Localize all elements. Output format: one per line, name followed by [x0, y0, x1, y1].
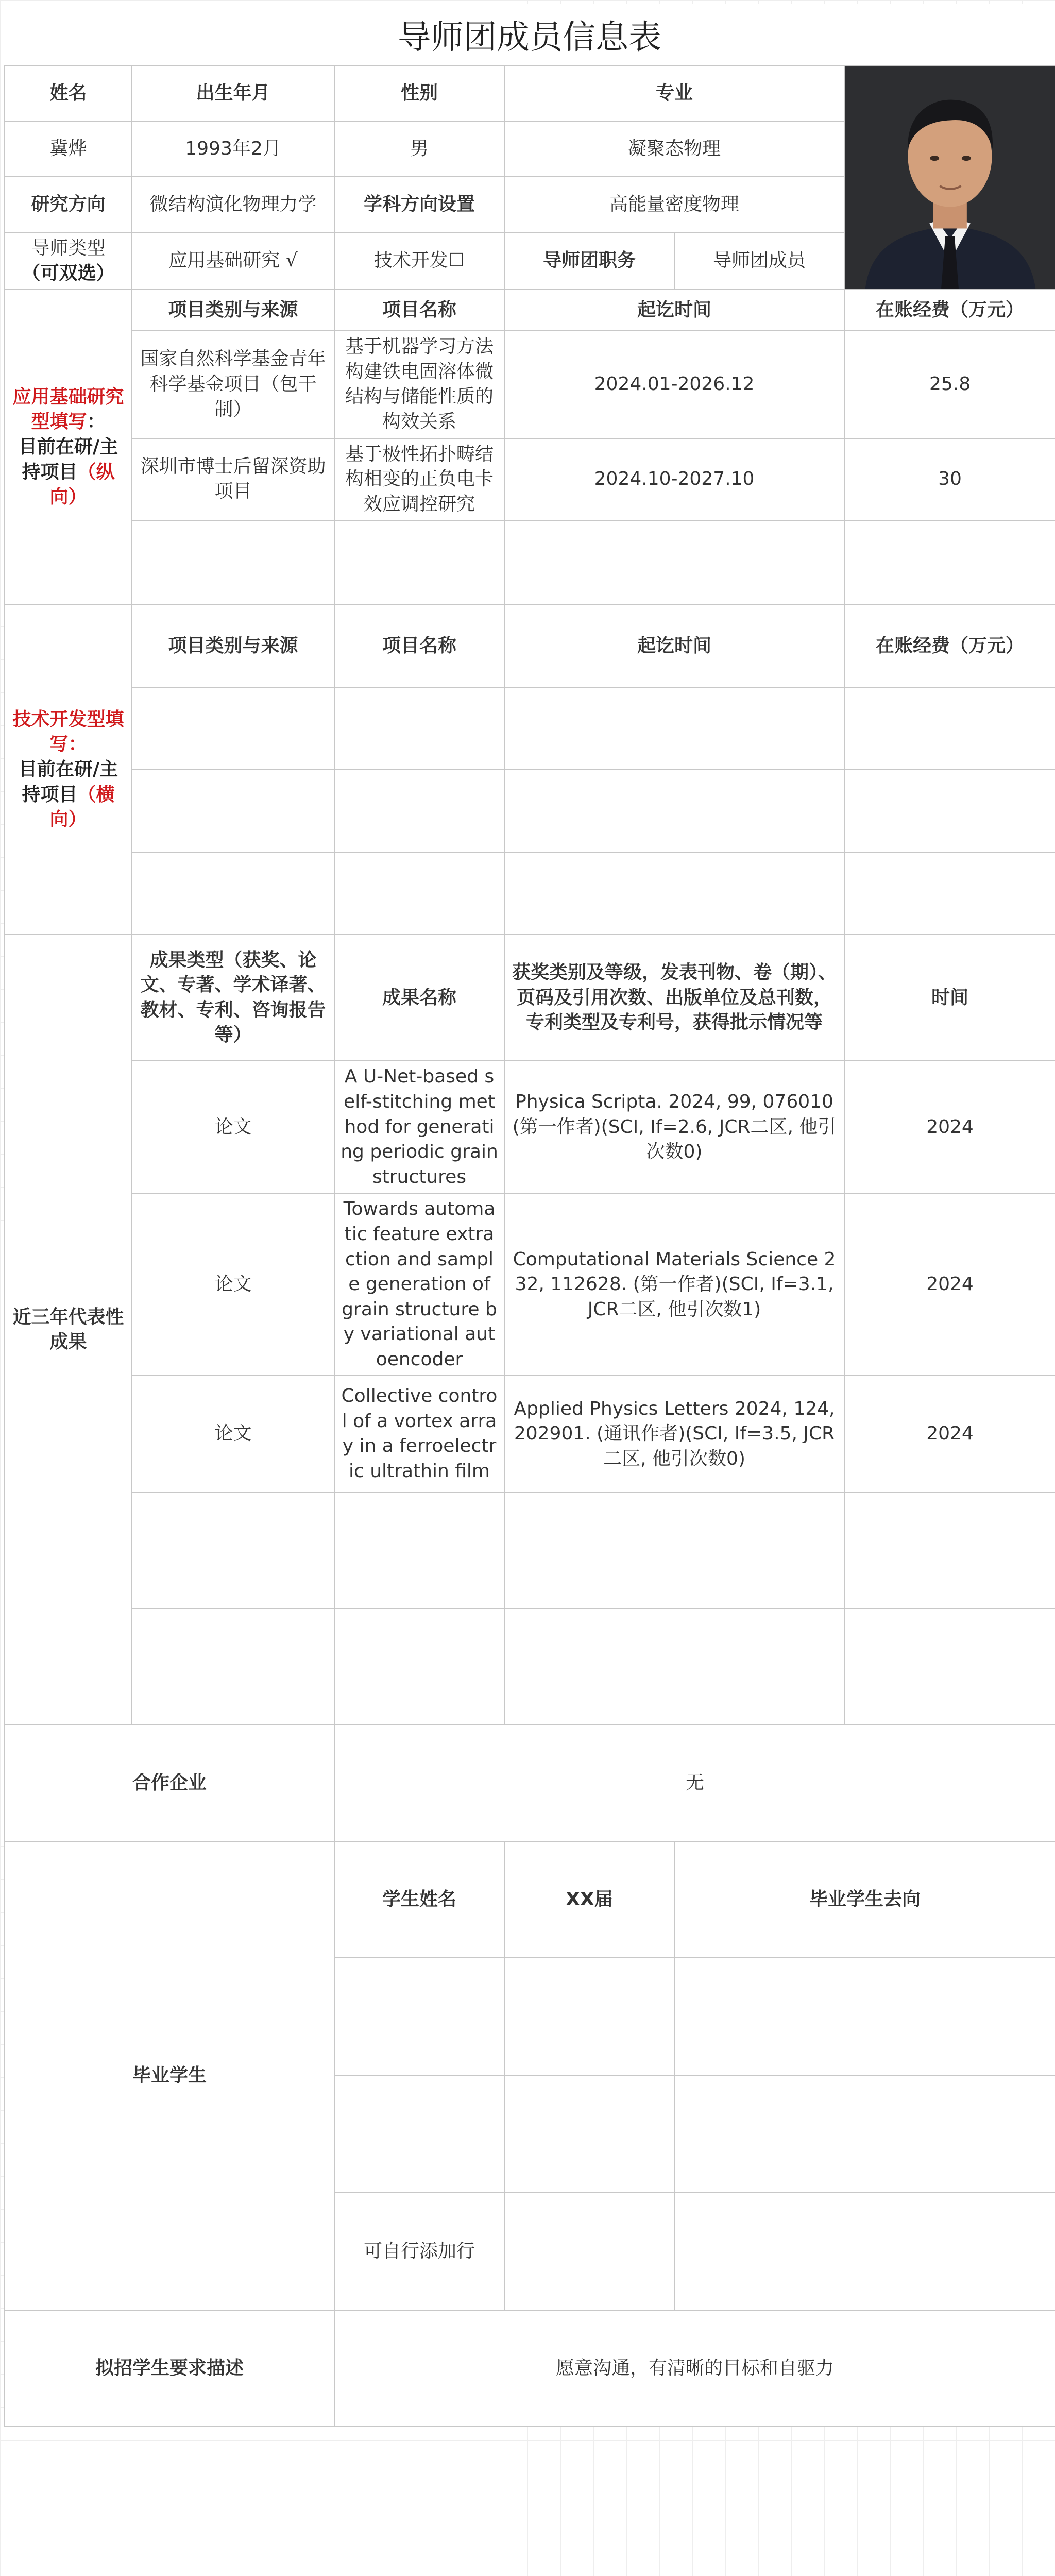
info-table	[4, 65, 1055, 2427]
empty-cell[interactable]	[504, 2193, 674, 2310]
achievements-header-row	[5, 935, 1055, 1061]
add-row-hint[interactable]: 可自行添加行	[334, 2193, 504, 2310]
tech-projects-header-row	[5, 605, 1055, 687]
empty-cell[interactable]	[844, 687, 1055, 770]
basic-side-colon: ：	[87, 411, 106, 433]
name-value: 冀烨	[5, 121, 132, 177]
ach-2-type: 论文	[132, 1193, 334, 1376]
recruit-row	[5, 2310, 1055, 2427]
table-row-empty	[5, 852, 1055, 935]
basic-side-red-1: 应用基础研究型填写	[12, 386, 124, 433]
cooperation-value: 无	[334, 1725, 1055, 1841]
team-role-value: 导师团成员	[674, 232, 844, 290]
table-row-empty	[5, 770, 1055, 852]
empty-cell[interactable]	[844, 1492, 1055, 1608]
empty-cell[interactable]	[504, 770, 844, 852]
ach-3-detail: Applied Physics Letters 2024, 124, 202901. (通讯作者)(SCI, If=3.5, JCR二区, 他引次数0)	[504, 1376, 844, 1492]
major-label: 专业	[504, 65, 844, 121]
ach-2-name: Towards automatic feature extraction and sample generation of grain structure by variational autoencoder	[334, 1193, 504, 1376]
mentor-type-label-main: 导师类型	[31, 238, 106, 259]
empty-cell[interactable]	[504, 1608, 844, 1725]
empty-cell[interactable]	[132, 687, 334, 770]
empty-cell[interactable]	[504, 520, 844, 605]
table-row	[5, 331, 1055, 438]
basic-projects-header-row	[5, 290, 1055, 331]
empty-cell[interactable]	[674, 2075, 1055, 2193]
basic-projects-side-label	[5, 290, 132, 605]
gender-label: 性别	[334, 65, 504, 121]
empty-cell[interactable]	[334, 520, 504, 605]
birth-value: 1993年2月	[132, 121, 334, 177]
basic-side-red-2: （纵向）	[49, 461, 115, 508]
grad-col-year: XX届	[504, 1841, 674, 1958]
birth-label: 出生年月	[132, 65, 334, 121]
page-title: 导师团成员信息表	[4, 4, 1055, 66]
empty-cell[interactable]	[504, 2075, 674, 2193]
ach-col-year: 时间	[844, 935, 1055, 1061]
header-row-1	[5, 65, 1055, 121]
basic-col-funding: 在账经费（万元）	[844, 290, 1055, 331]
table-row-empty	[5, 1492, 1055, 1608]
table-row-empty	[5, 520, 1055, 605]
basic-project-1-name: 基于机器学习方法构建铁电固溶体微结构与储能性质的构效关系	[334, 331, 504, 438]
empty-cell[interactable]	[674, 2193, 1055, 2310]
cooperation-row	[5, 1725, 1055, 1841]
team-role-label: 导师团职务	[504, 232, 674, 290]
research-label: 研究方向	[5, 177, 132, 232]
basic-col-source: 项目类别与来源	[132, 290, 334, 331]
basic-project-2-funding: 30	[844, 438, 1055, 521]
empty-cell[interactable]	[674, 1958, 1055, 2075]
empty-cell[interactable]	[334, 1492, 504, 1608]
mentor-type-option-tech[interactable]: 技术开发☐	[334, 232, 504, 290]
empty-cell[interactable]	[334, 770, 504, 852]
basic-project-2-source: 深圳市博士后留深资助项目	[132, 438, 334, 521]
ach-1-name: A U-Net-based self-stitching method for generating periodic grain structures	[334, 1061, 504, 1193]
ach-1-year: 2024	[844, 1061, 1055, 1193]
table-row	[5, 1061, 1055, 1193]
grad-col-destination: 毕业学生去向	[674, 1841, 1055, 1958]
ach-1-type: 论文	[132, 1061, 334, 1193]
tech-projects-side-label	[5, 605, 132, 935]
basic-col-name: 项目名称	[334, 290, 504, 331]
empty-cell[interactable]	[504, 687, 844, 770]
tech-col-period: 起讫时间	[504, 605, 844, 687]
research-value: 微结构演化物理力学	[132, 177, 334, 232]
basic-side-black: 目前在研/主持项目	[18, 436, 118, 483]
tech-side-red-2: （横向）	[49, 784, 115, 831]
empty-cell[interactable]	[132, 852, 334, 935]
ach-col-type: 成果类型（获奖、论文、专著、学术译著、教材、专利、咨询报告等）	[132, 935, 334, 1061]
discipline-label: 学科方向设置	[334, 177, 504, 232]
ach-3-year: 2024	[844, 1376, 1055, 1492]
ach-3-type: 论文	[132, 1376, 334, 1492]
empty-cell[interactable]	[132, 1608, 334, 1725]
major-value: 凝聚态物理	[504, 121, 844, 177]
empty-cell[interactable]	[334, 1958, 504, 2075]
portrait-image	[845, 67, 1055, 289]
ach-col-name: 成果名称	[334, 935, 504, 1061]
empty-cell[interactable]	[334, 852, 504, 935]
ach-2-detail: Computational Materials Science 232, 112628. (第一作者)(SCI, If=3.1, JCR二区, 他引次数1)	[504, 1193, 844, 1376]
empty-cell[interactable]	[844, 520, 1055, 605]
member-photo	[844, 65, 1055, 290]
empty-cell[interactable]	[504, 1958, 674, 2075]
table-row	[5, 1193, 1055, 1376]
tech-side-black: 目前在研/主持项目	[18, 759, 118, 805]
tech-col-name: 项目名称	[334, 605, 504, 687]
empty-cell[interactable]	[132, 520, 334, 605]
empty-cell[interactable]	[132, 770, 334, 852]
table-row	[5, 438, 1055, 521]
basic-project-1-period: 2024.01-2026.12	[504, 331, 844, 438]
recruit-value: 愿意沟通，有清晰的目标和自驱力	[334, 2310, 1055, 2427]
empty-cell[interactable]	[334, 687, 504, 770]
graduates-label: 毕业学生	[5, 1841, 334, 2310]
tech-side-red-1: 技术开发型填写：	[12, 708, 124, 755]
table-row	[5, 1376, 1055, 1492]
mentor-type-label-note: （可双选）	[22, 262, 115, 284]
achievements-side-label: 近三年代表性成果	[5, 935, 132, 1725]
empty-cell[interactable]	[334, 2075, 504, 2193]
graduates-header-row	[5, 1841, 1055, 1958]
ach-1-detail: Physica Scripta. 2024, 99, 076010 (第一作者)(SCI, If=2.6, JCR二区, 他引次数0)	[504, 1061, 844, 1193]
name-label: 姓名	[5, 65, 132, 121]
empty-cell[interactable]	[844, 1608, 1055, 1725]
mentor-type-option-basic[interactable]: 应用基础研究 √	[132, 232, 334, 290]
basic-col-period: 起讫时间	[504, 290, 844, 331]
ach-3-name: Collective control of a vortex array in a ferroelectric ultrathin film	[334, 1376, 504, 1492]
empty-cell[interactable]	[844, 852, 1055, 935]
table-row-empty	[5, 1608, 1055, 1725]
grad-col-name: 学生姓名	[334, 1841, 504, 1958]
empty-cell[interactable]	[504, 1492, 844, 1608]
basic-project-2-name: 基于极性拓扑畴结构相变的正负电卡效应调控研究	[334, 438, 504, 521]
table-row-empty	[5, 687, 1055, 770]
basic-project-2-period: 2024.10-2027.10	[504, 438, 844, 521]
empty-cell[interactable]	[844, 770, 1055, 852]
ach-col-detail: 获奖类别及等级，发表刊物、卷（期）、页码及引用次数、出版单位及总刊数，专利类型及专利号，获得批示情况等	[504, 935, 844, 1061]
tech-col-source: 项目类别与来源	[132, 605, 334, 687]
ach-2-year: 2024	[844, 1193, 1055, 1376]
recruit-label: 拟招学生要求描述	[5, 2310, 334, 2427]
empty-cell[interactable]	[504, 852, 844, 935]
basic-project-1-source: 国家自然科学基金青年科学基金项目（包干制）	[132, 331, 334, 438]
mentor-type-label	[5, 232, 132, 290]
empty-cell[interactable]	[334, 1608, 504, 1725]
tech-col-funding: 在账经费（万元）	[844, 605, 1055, 687]
gender-value: 男	[334, 121, 504, 177]
cooperation-label: 合作企业	[5, 1725, 334, 1841]
discipline-value: 高能量密度物理	[504, 177, 844, 232]
empty-cell[interactable]	[132, 1492, 334, 1608]
basic-project-1-funding: 25.8	[844, 331, 1055, 438]
